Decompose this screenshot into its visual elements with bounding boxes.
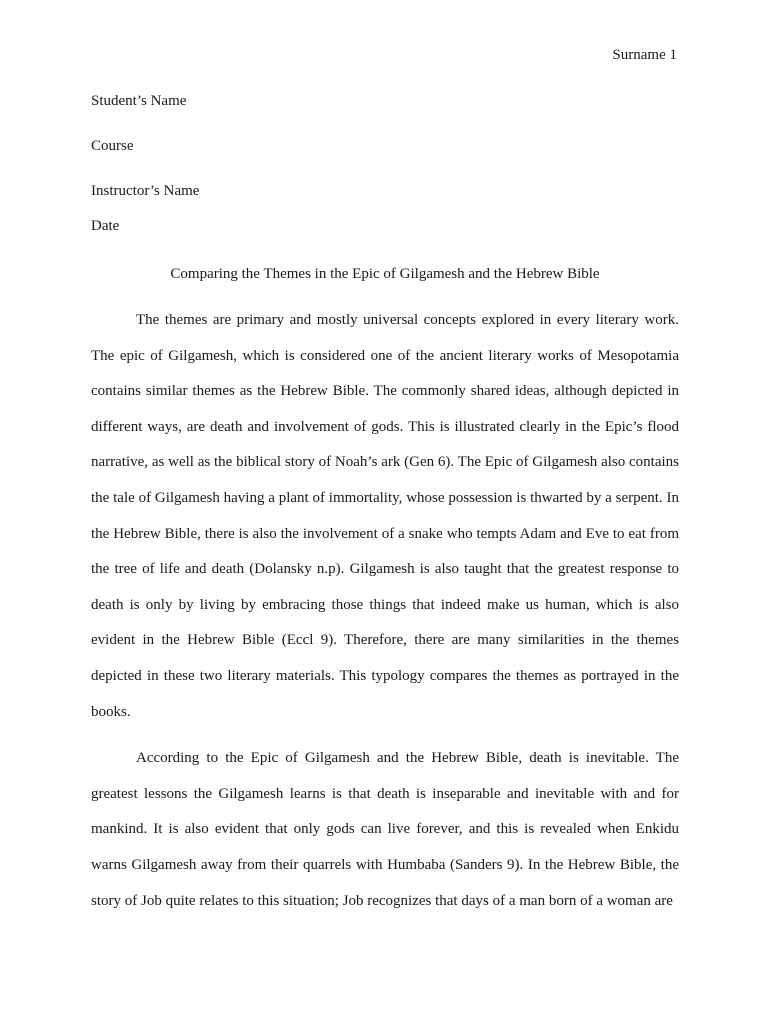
body-paragraph: According to the Epic of Gilgamesh and the Hebrew Bible, death is inevitable. The greatest lessons the Gilgamesh learns is that death is inseparable and inevitable with and for mankind. It is also evident that only gods can live forever, and this is revealed when Enkidu warns Gilgamesh away from their quarrels with Humbaba (Sanders 9). In the Hebrew Bible, the story of Job quite relates to this situation; Job recognizes that days of a man born of a woman are bbox=[91, 750, 679, 909]
student-name: Student’s Name bbox=[91, 93, 187, 109]
course-name: Course bbox=[91, 138, 134, 154]
essay-body bbox=[91, 303, 679, 930]
running-header: Surname 1 bbox=[612, 47, 677, 63]
instructor-name: Instructor’s Name bbox=[91, 183, 200, 199]
date-line: Date bbox=[91, 218, 120, 234]
body-paragraph: The themes are primary and mostly universal concepts explored in every literary work. The epic of Gilgamesh, which is considered one of the ancient literary works of Mesopotamia contains similar themes as the Hebrew Bible. The commonly shared ideas, although depicted in different ways, are death and involvement of gods. This is illustrated clearly in the Epic’s flood narrative, as well as the biblical story of Noah’s ark (Gen 6). The Epic of Gilgamesh also contains the tale of Gilgamesh having a plant of immortality, whose possession is thwarted by a serpent. In the Hebrew Bible, there is also the involvement of a snake who tempts Adam and Eve to eat from the tree of life and death (Dolansky n.p). Gilgamesh is also taught that the greatest response to death is only by living by embracing those things that indeed make us human, which is also evident in the Hebrew Bible (Eccl 9). Therefore, there are many similarities in the themes depicted in these two literary materials. This typology compares the themes as portrayed in the books. bbox=[91, 312, 679, 720]
essay-title: Comparing the Themes in the Epic of Gilgamesh and the Hebrew Bible bbox=[170, 266, 600, 282]
student-heading-block bbox=[91, 92, 681, 262]
